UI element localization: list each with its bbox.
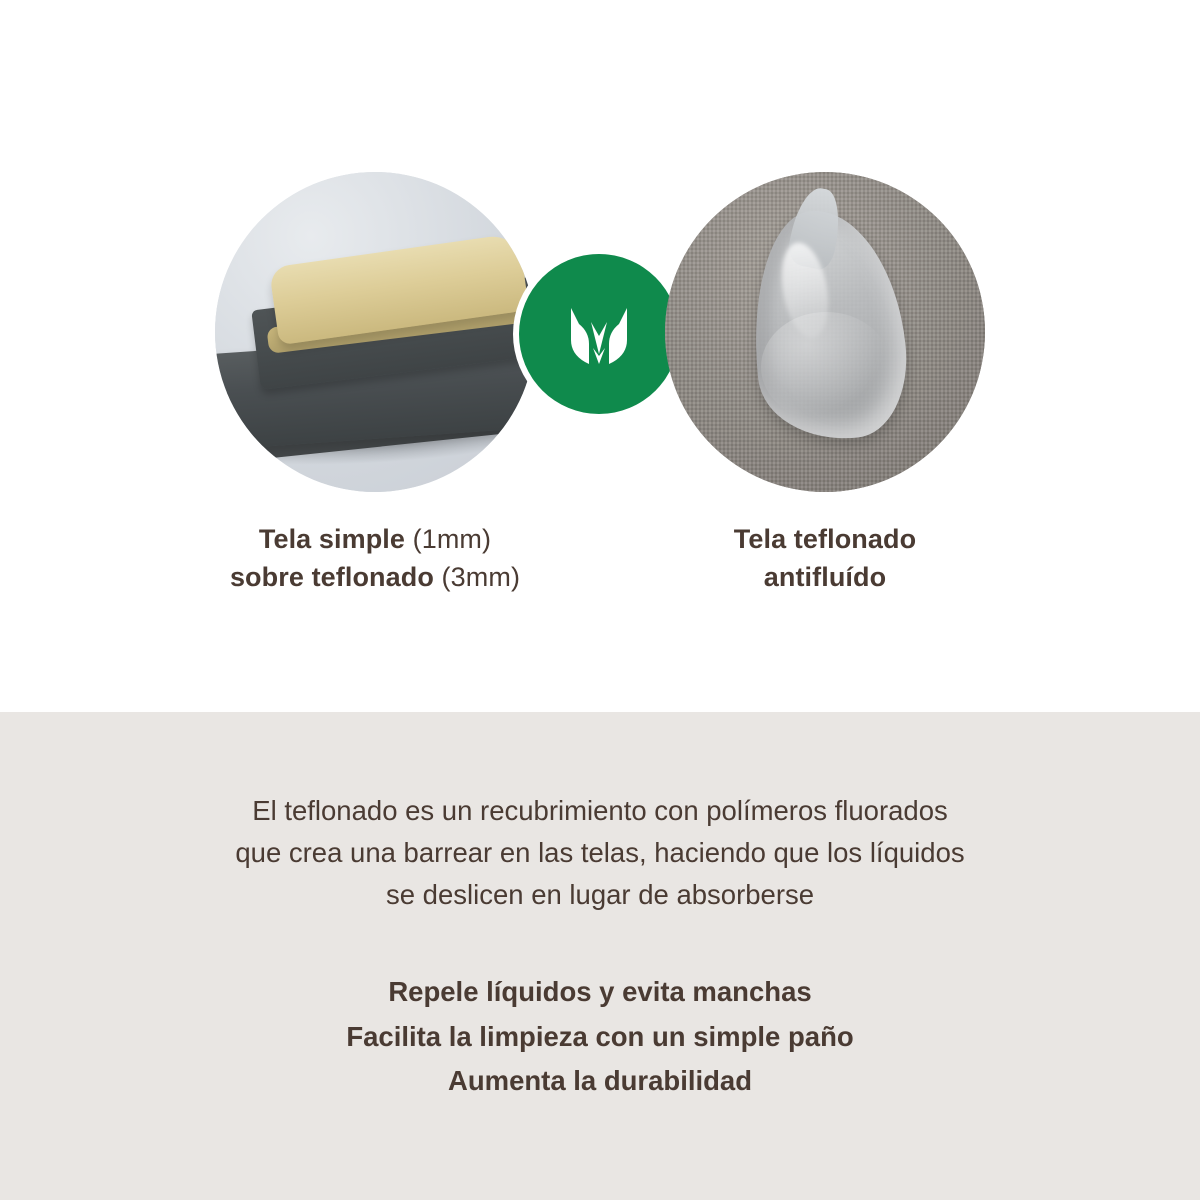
left-caption-line-1: [155, 520, 595, 558]
right-caption-line-2: antifluído: [763, 562, 887, 593]
right-photo-caption: [605, 520, 1045, 597]
left-caption-bold-1: Tela simple: [258, 524, 406, 554]
captions-row: [0, 510, 1200, 630]
benefits-list: [100, 970, 1100, 1104]
fabric-layers-photo: [215, 172, 535, 492]
left-caption-line-2: [155, 558, 595, 596]
left-caption-normal-1: (1mm): [405, 524, 492, 554]
description-paragraph: [100, 790, 1100, 915]
brand-logo-badge: [519, 254, 679, 414]
paragraph-line-2: que crea una barrear en las telas, haciendo que los líquidos: [235, 836, 965, 868]
right-caption-line-1: Tela teflonado: [733, 524, 917, 554]
brand-logo-icon: [557, 292, 641, 376]
bottom-section: [0, 712, 1200, 1200]
paragraph-line-3: se deslicen en lugar de absorberse: [385, 878, 815, 910]
water-droplet-sheen: [761, 312, 891, 422]
benefit-item-2: Facilita la limpieza con un simple paño: [346, 1020, 854, 1052]
paragraph-line-1: El teflonado es un recubrimiento con polímeros fluorados: [252, 795, 948, 826]
benefit-item-1: Repele líquidos y evita manchas: [388, 976, 812, 1007]
left-caption-normal-2: (3mm): [433, 562, 521, 593]
left-photo-caption: [155, 520, 595, 597]
benefit-item-3: Aumenta la durabilidad: [447, 1065, 753, 1097]
media-row: [0, 172, 1200, 492]
water-droplet-on-fabric-photo: [665, 172, 985, 492]
left-caption-bold-2: sobre teflonado: [229, 562, 434, 593]
